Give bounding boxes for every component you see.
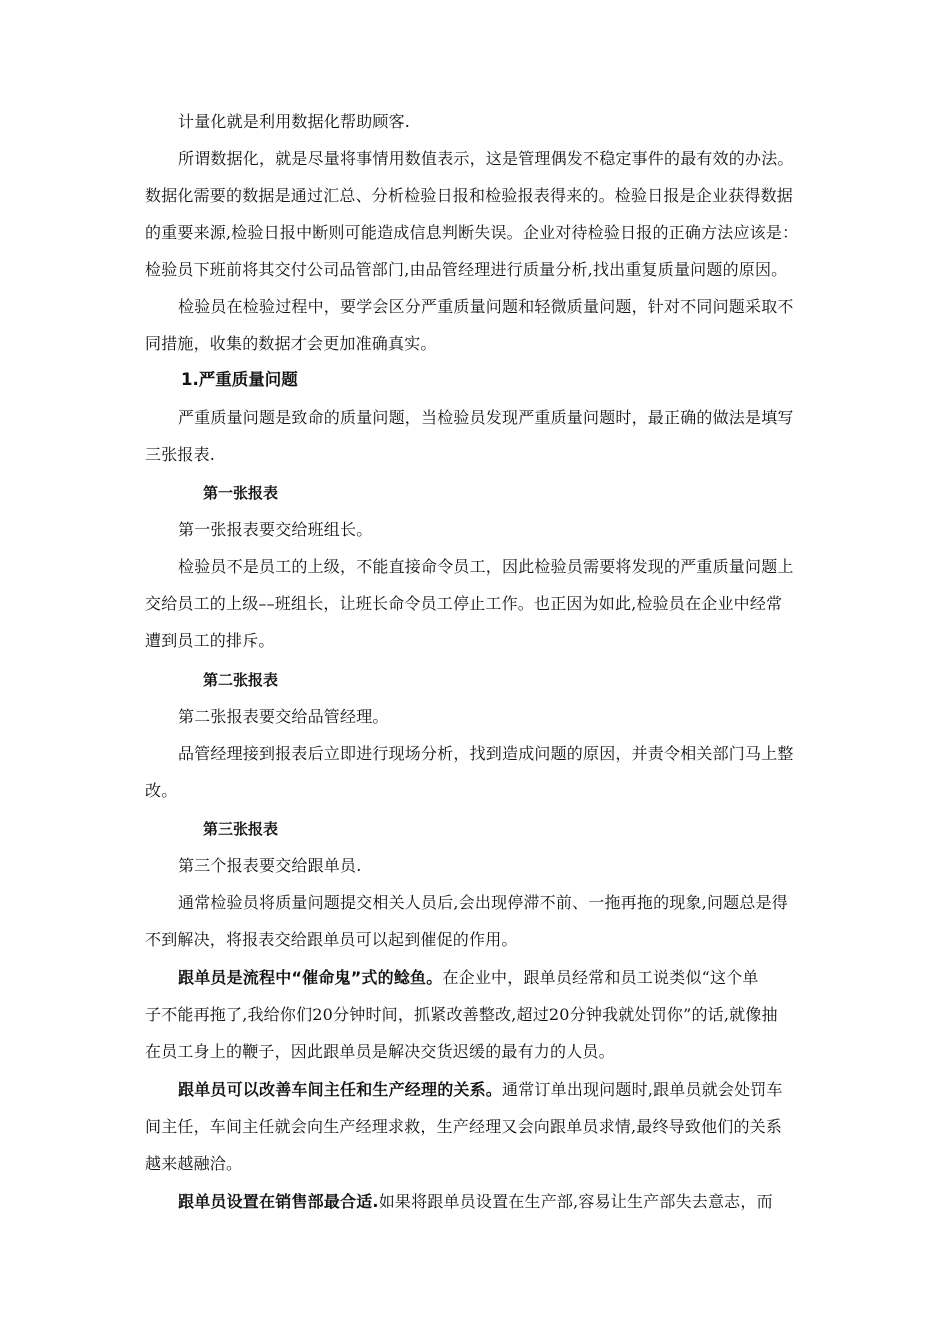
section-heading: 1.严重质量问题 [181, 370, 298, 389]
paragraph-line: 通常检验员将质量问题提交相关人员后,会出现停滞不前、一拖再拖的现象,问题总是得 [178, 893, 788, 912]
paragraph-line: 遭到员工的排斥。 [145, 631, 275, 650]
paragraph-line: 第三个报表要交给跟单员. [178, 856, 362, 875]
paragraph-line: 交给员工的上级––班组长，让班长命令员工停止工作。也正因为如此,检验员在企业中经常 [145, 594, 783, 613]
paragraph-line: 第一张报表要交给班组长。 [178, 520, 373, 539]
paragraph-line: 计量化就是利用数据化帮助顾客. [178, 112, 411, 131]
paragraph-line [178, 1080, 783, 1100]
paragraph-line [178, 1192, 773, 1212]
paragraph-line: 间主任，车间主任就会向生产经理求救，生产经理又会向跟单员求情,最终导致他们的关系 [145, 1117, 783, 1136]
paragraph-line: 越来越融洽。 [145, 1154, 243, 1173]
subheading: 第二张报表 [203, 671, 279, 689]
paragraph-line [178, 968, 759, 988]
paragraph-line: 不到解决，将报表交给跟单员可以起到催促的作用。 [145, 930, 518, 949]
paragraph-line: 子不能再拖了,我给你们20分钟时间，抓紧改善整改,超过20分钟我就处罚你”的话,就像抽 [145, 1005, 778, 1024]
paragraph-text: 在企业中，跟单员经常和员工说类似“这个单 [442, 968, 759, 987]
emphasis-text: 跟单员是流程中“催命鬼”式的鲶鱼。 [178, 968, 443, 987]
subheading: 第三张报表 [203, 820, 279, 838]
paragraph-text: 通常订单出现问题时,跟单员就会处罚车 [502, 1080, 783, 1099]
emphasis-text: 跟单员设置在销售部最合适. [178, 1192, 379, 1211]
paragraph-line: 同措施，收集的数据才会更加准确真实。 [145, 334, 437, 353]
paragraph-line: 品管经理接到报表后立即进行现场分析，找到造成问题的原因，并责令相关部门马上整 [178, 744, 794, 763]
paragraph-line: 数据化需要的数据是通过汇总、分析检验日报和检验报表得来的。检验日报是企业获得数据 [145, 186, 794, 205]
paragraph-line: 严重质量问题是致命的质量问题，当检验员发现严重质量问题时，最正确的做法是填写 [178, 408, 794, 427]
paragraph-line: 检验员在检验过程中，要学会区分严重质量问题和轻微质量问题，针对不同问题采取不 [178, 297, 794, 316]
paragraph-line: 检验员下班前将其交付公司品管部门,由品管经理进行质量分析,找出重复质量问题的原因。 [145, 260, 788, 279]
paragraph-line: 检验员不是员工的上级，不能直接命令员工，因此检验员需要将发现的严重质量问题上 [178, 557, 794, 576]
emphasis-text: 跟单员可以改善车间主任和生产经理的关系。 [178, 1080, 503, 1099]
paragraph-line: 的重要来源,检验日报中断则可能造成信息判断失误。企业对待检验日报的正确方法应该是： [145, 223, 799, 242]
paragraph-line: 所谓数据化，就是尽量将事情用数值表示，这是管理偶发不稳定事件的最有效的办法。 [178, 149, 794, 168]
paragraph-text: 如果将跟单员设置在生产部,容易让生产部失去意志，而 [378, 1192, 773, 1211]
paragraph-line: 第二张报表要交给品管经理。 [178, 707, 389, 726]
paragraph-line: 三张报表. [145, 445, 216, 464]
paragraph-line: 改。 [145, 781, 178, 800]
subheading: 第一张报表 [203, 484, 279, 502]
paragraph-line: 在员工身上的鞭子，因此跟单员是解决交货迟缓的最有力的人员。 [145, 1042, 615, 1061]
